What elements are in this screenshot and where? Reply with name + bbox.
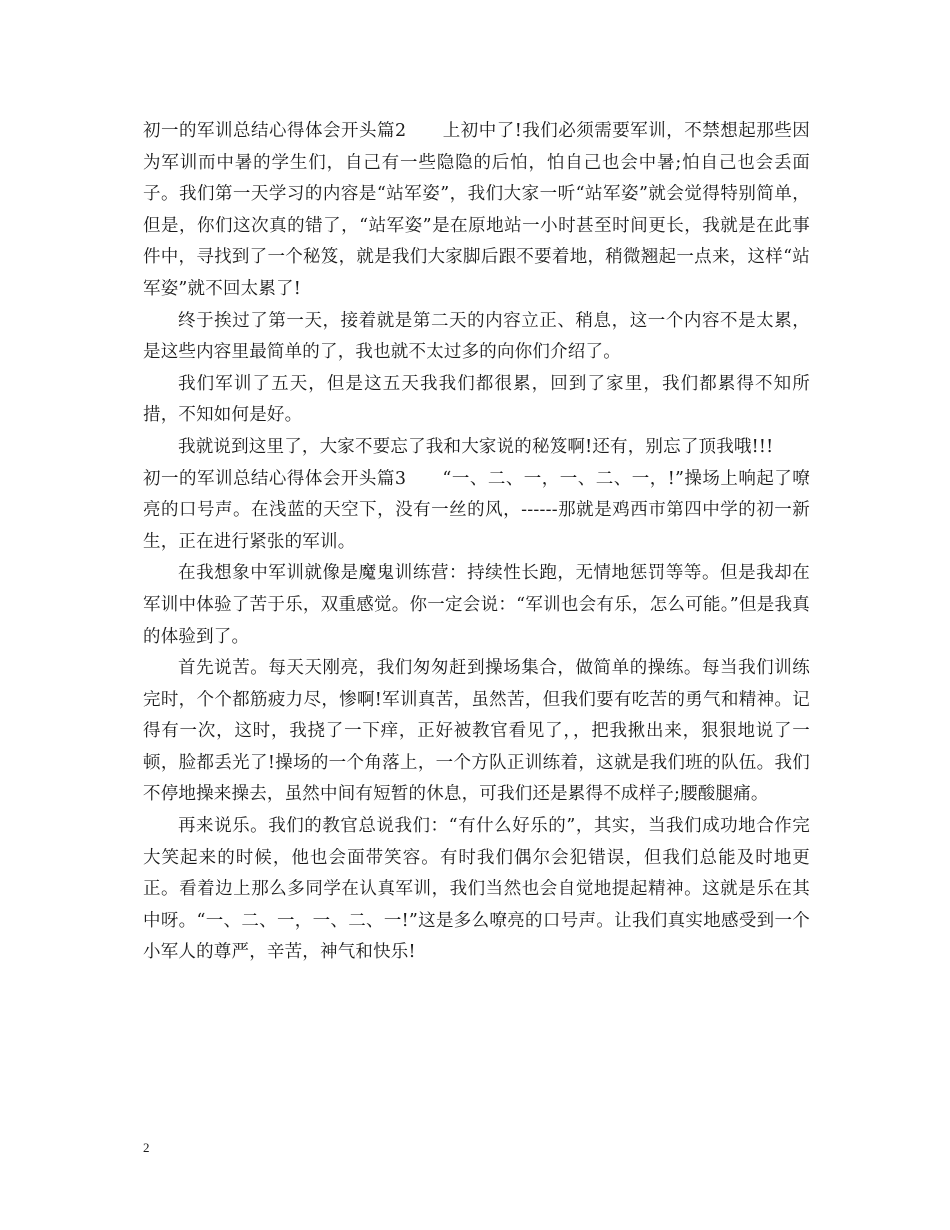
paragraph-7: 首先说苦。每天天刚亮，我们匆匆赶到操场集合，做简单的操练。每当我们训练完时，个个都筋疲力尽，惨啊!军训真苦，虽然苦，但我们要有吃苦的勇气和精神。记得有一次，这时，我挠了一下痒，正好被教官看见了，，把我揪出来，狠狠地说了一顿，脸都丢光了!操场的一个角落上，一个方队正训练着，这就是我们班的队伍。我们不停地操来操去，虽然中间有短暂的休息，可我们还是累得不成样子;腰酸腿痛。: [143, 658, 810, 805]
document-body: [143, 116, 810, 969]
paragraph-5: 初一的军训总结心得体会开头篇3 “一、二、一，一、二、一，!”操场上响起了嘹亮的口号声。在浅蓝的天空下，没有一丝的风，------那就是鸡西市第四中学的初一新生，正在进行紧张的军训。: [143, 468, 810, 552]
paragraph-4: 我就说到这里了，大家不要忘了我和大家说的秘笈啊!还有，别忘了顶我哦!!!: [178, 436, 774, 457]
paragraph-6: 在我想象中军训就像是魔鬼训练营：持续性长跑，无情地惩罚等等。但是我却在军训中体验了苦于乐，双重感觉。你一定会说：“军训也会有乐，怎么可能。”但是我真的体验到了。: [143, 563, 810, 647]
paragraph-2: 终于挨过了第一天，接着就是第二天的内容立正、稍息，这一个内容不是太累，是这些内容里最简单的了，我也就不太过多的向你们介绍了。: [143, 310, 810, 363]
paragraph-8: 再来说乐。我们的教官总说我们：“有什么好乐的”，其实，当我们成功地合作完大笑起来的时候，他也会面带笑容。有时我们偶尔会犯错误，但我们总能及时地更正。看着边上那么多同学在认真军训，我们当然也会自觉地提起精神。这就是乐在其中呀。“一、二、一，一、二、一!”这是多么嘹亮的口号声。让我们真实地感受到一个小军人的尊严，辛苦，神气和快乐!: [143, 816, 810, 963]
paragraph-1: 初一的军训总结心得体会开头篇2 上初中了!我们必须需要军训，不禁想起那些因为军训而中暑的学生们，自己有一些隐隐的后怕，怕自己也会中暑;怕自己也会丢面子。我们第一天学习的内容是“站军姿”，我们大家一听“站军姿”就会觉得特别简单，但是，你们这次真的错了，“站军姿”是在原地站一小时甚至时间更长，我就是在此事件中，寻找到了一个秘笈，就是我们大家脚后跟不要着地，稍微翘起一点来，这样“站军姿”就不回太累了!: [143, 121, 810, 299]
page-number: 2: [143, 1140, 150, 1155]
paragraph-3: 我们军训了五天，但是这五天我我们都很累，回到了家里，我们都累得不知所措，不知如何是好。: [143, 373, 810, 426]
